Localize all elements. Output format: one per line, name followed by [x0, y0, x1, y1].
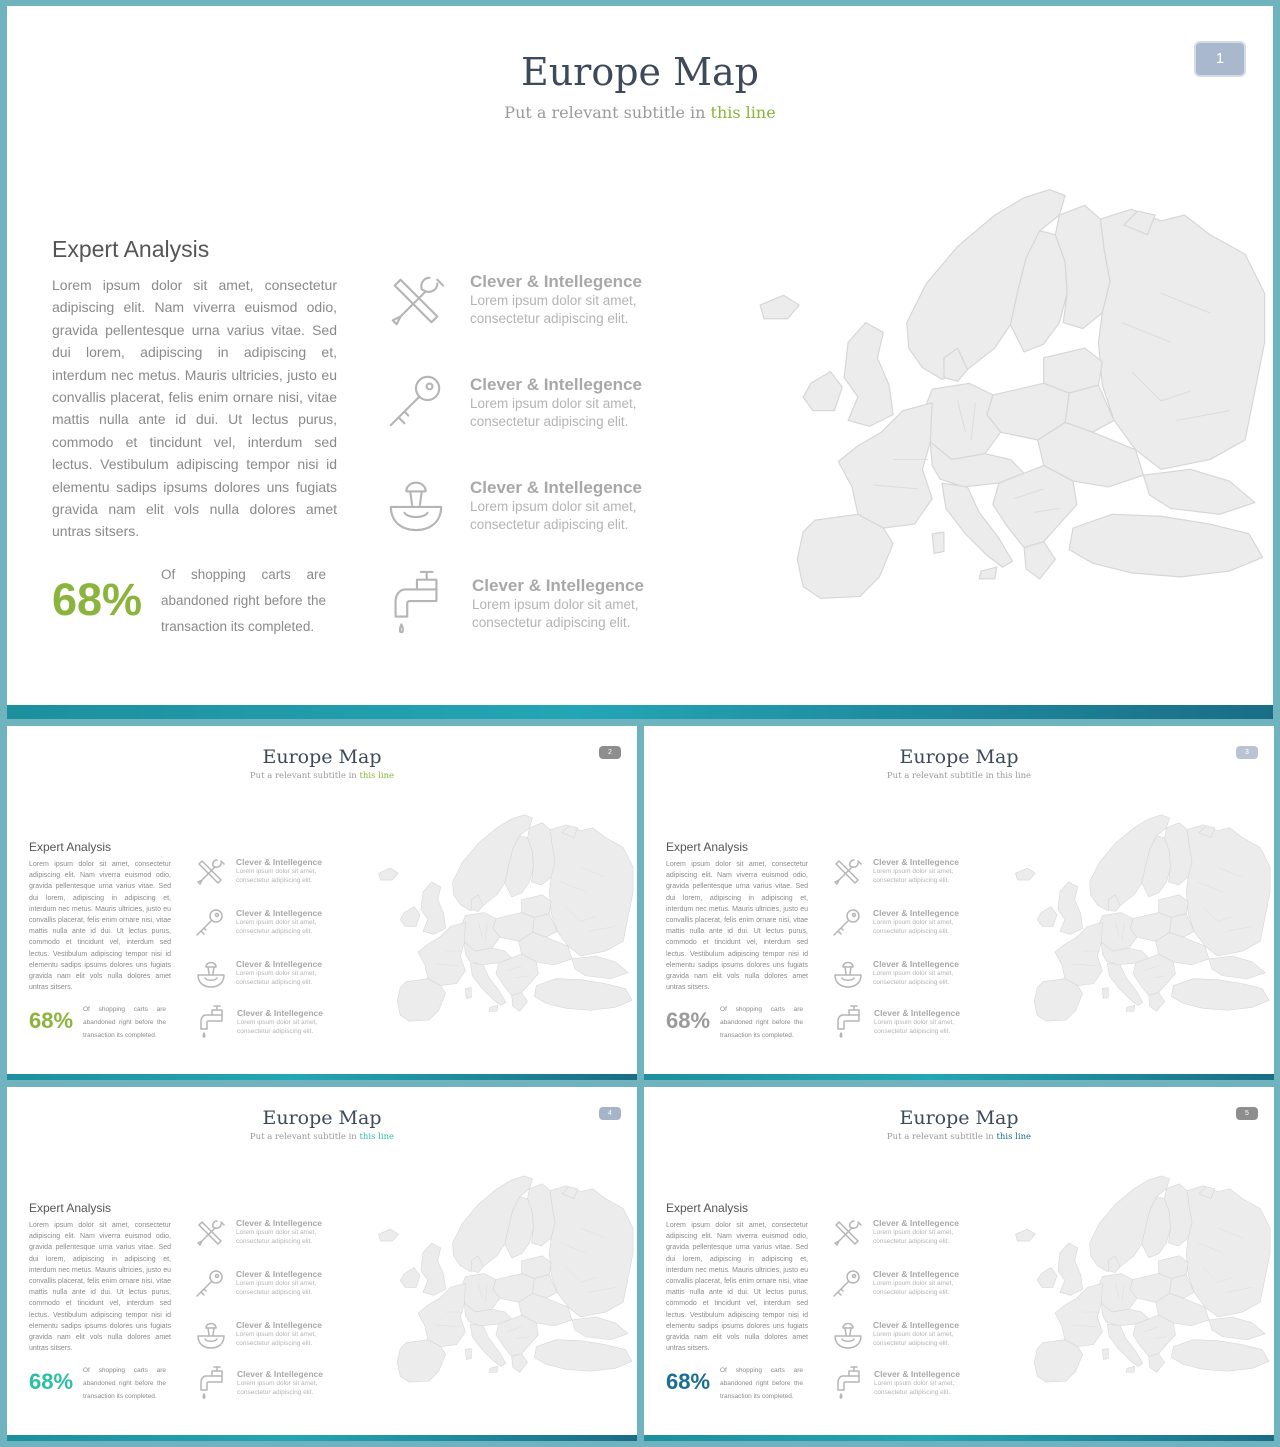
slide-footer-bar	[644, 1435, 1274, 1441]
feature-description: Lorem ipsum dolor sit amet, consectetur adipiscing elit.	[237, 1380, 318, 1396]
feature-description: Lorem ipsum dolor sit amet, consectetur adipiscing elit.	[873, 868, 954, 884]
key-icon	[387, 371, 445, 429]
europe-map	[347, 808, 637, 1030]
analysis-body: Lorem ipsum dolor sit amet, consectetur adipiscing elit. Nam viverra euismod odio, gravida pellentesque urna varius vitae. Sed dui lorem, adipiscing in adipiscing et, interdum nec metus. Mauris ultricies, justo eu convallis placerat, felis enim ornare nisi, vitae mattis nulla ante id dui. Ut lectus purus, commodo et tincidunt vel, interdum sed lectus. Vestibulum adipiscing tempor nisi id elementu sadips ipsums dolores uns fugiats gravida nam elit vols nulla dolores amet untras sitsers.	[52, 277, 337, 540]
feature-description: Lorem ipsum dolor sit amet, consectetur adipiscing elit.	[236, 1229, 317, 1245]
feature-title: Clever & Intellegence	[236, 959, 322, 969]
feature-title: Clever & Intellegence	[873, 1320, 959, 1330]
feature-title: Clever & Intellegence	[237, 1008, 323, 1018]
feature-title: Clever & Intellegence	[470, 272, 642, 291]
slide-1	[7, 6, 1273, 719]
analysis-heading: Expert Analysis	[666, 840, 749, 854]
feature-item-1	[236, 857, 336, 885]
feature-description: Lorem ipsum dolor sit amet, consectetur adipiscing elit.	[873, 919, 954, 935]
stat-description: Of shopping carts are abandoned right before the transaction its completed.	[720, 1367, 803, 1400]
page-subtitle	[644, 771, 1274, 781]
faucet-icon	[836, 1365, 861, 1401]
tools-icon	[195, 857, 225, 887]
page-subtitle	[7, 771, 637, 781]
analysis-heading: Expert Analysis	[52, 236, 210, 262]
subtitle-prefix: Put a relevant subtitle in	[886, 1132, 997, 1142]
analysis-heading: Expert Analysis	[666, 1201, 749, 1215]
key-icon	[195, 1268, 225, 1298]
feature-item-1	[873, 1218, 973, 1246]
feature-description: Lorem ipsum dolor sit amet, consectetur adipiscing elit.	[236, 919, 317, 935]
page-title: Europe Map	[520, 50, 760, 94]
feature-description: Lorem ipsum dolor sit amet, consectetur adipiscing elit.	[237, 1019, 318, 1035]
page-title: Europe Map	[262, 1107, 382, 1129]
europe-map	[984, 1169, 1274, 1391]
tools-icon	[387, 272, 445, 330]
stat-description: Of shopping carts are abandoned right before the transaction its completed.	[83, 1367, 166, 1400]
juicer-icon	[196, 958, 226, 989]
feature-item-2	[236, 908, 336, 936]
slide-number-badge: 2	[599, 746, 621, 759]
juicer-icon	[196, 1319, 226, 1350]
slide-number-badge: 4	[599, 1107, 621, 1120]
feature-description: Lorem ipsum dolor sit amet, consectetur adipiscing elit.	[873, 970, 954, 986]
stat-value: 68%	[52, 574, 143, 625]
subtitle-prefix: Put a relevant subtitle in	[886, 771, 997, 781]
feature-description: Lorem ipsum dolor sit amet, consectetur adipiscing elit.	[874, 1019, 955, 1035]
feature-description: Lorem ipsum dolor sit amet, consectetur adipiscing elit.	[472, 597, 639, 630]
slide-footer-bar	[7, 705, 1273, 719]
stat-value: 68%	[29, 1008, 74, 1033]
analysis-heading: Expert Analysis	[29, 1201, 112, 1215]
juicer-icon	[387, 474, 445, 534]
subtitle-prefix: Put a relevant subtitle in	[504, 103, 711, 122]
feature-description: Lorem ipsum dolor sit amet, consectetur adipiscing elit.	[236, 1331, 317, 1347]
feature-title: Clever & Intellegence	[470, 478, 642, 497]
feature-description: Lorem ipsum dolor sit amet, consectetur adipiscing elit.	[470, 293, 637, 326]
feature-item-1	[873, 857, 973, 885]
feature-title: Clever & Intellegence	[237, 1369, 323, 1379]
stat-value: 68%	[666, 1369, 711, 1394]
subtitle-highlight: this line	[359, 1132, 395, 1142]
faucet-icon	[199, 1365, 224, 1401]
feature-title: Clever & Intellegence	[874, 1369, 960, 1379]
feature-title: Clever & Intellegence	[873, 1269, 959, 1279]
feature-item-1	[236, 1218, 336, 1246]
subtitle-prefix: Put a relevant subtitle in	[249, 1132, 360, 1142]
subtitle-highlight: this line	[996, 771, 1032, 781]
slide-2	[7, 726, 637, 1080]
feature-description: Lorem ipsum dolor sit amet, consectetur adipiscing elit.	[236, 970, 317, 986]
slide-footer-bar	[7, 1074, 637, 1080]
analysis-body: Lorem ipsum dolor sit amet, consectetur adipiscing elit. Nam viverra euismod odio, gravida pellentesque urna varius vitae. Sed dui lorem, adipiscing in adipiscing et, interdum nec metus. Mauris ultricies, justo eu convallis placerat, felis enim ornare nisi, vitae mattis nulla ante id dui. Ut lectus purus, commodo et tincidunt vel, interdum sed lectus. Vestibulum adipiscing tempor nisi id elementu sadips ipsums dolores uns fugiats gravida nam elit vols nulla dolores amet untras sitsers.	[29, 1222, 171, 1353]
faucet-icon	[391, 568, 441, 638]
feature-description: Lorem ipsum dolor sit amet, consectetur adipiscing elit.	[236, 1280, 317, 1296]
feature-description: Lorem ipsum dolor sit amet, consectetur adipiscing elit.	[236, 868, 317, 884]
feature-title: Clever & Intellegence	[874, 1008, 960, 1018]
feature-title: Clever & Intellegence	[236, 1269, 322, 1279]
feature-item-1	[470, 272, 660, 328]
key-icon	[195, 907, 225, 937]
analysis-body: Lorem ipsum dolor sit amet, consectetur adipiscing elit. Nam viverra euismod odio, gravida pellentesque urna varius vitae. Sed dui lorem, adipiscing in adipiscing et, interdum nec metus. Mauris ultricies, justo eu convallis placerat, felis enim ornare nisi, vitae mattis nulla ante id dui. Ut lectus purus, commodo et tincidunt vel, interdum sed lectus. Vestibulum adipiscing tempor nisi id elementu sadips ipsums dolores uns fugiats gravida nam elit vols nulla dolores amet untras sitsers.	[666, 861, 808, 992]
feature-item-2	[470, 375, 660, 431]
feature-title: Clever & Intellegence	[873, 857, 959, 867]
feature-title: Clever & Intellegence	[873, 908, 959, 918]
feature-item-2	[236, 1269, 336, 1297]
tools-icon	[832, 857, 862, 887]
europe-map	[347, 1169, 637, 1391]
feature-title: Clever & Intellegence	[236, 857, 322, 867]
feature-title: Clever & Intellegence	[236, 1320, 322, 1330]
stat-description: Of shopping carts are abandoned right before the transaction its completed.	[83, 1006, 166, 1039]
page-subtitle	[7, 103, 1273, 122]
slide-4	[7, 1087, 637, 1441]
page-subtitle	[644, 1132, 1274, 1142]
faucet-icon	[836, 1004, 861, 1040]
slide-number-badge: 1	[1196, 43, 1244, 75]
feature-title: Clever & Intellegence	[873, 959, 959, 969]
feature-item-3	[236, 1320, 336, 1348]
subtitle-highlight: this line	[996, 1132, 1032, 1142]
slide-3	[644, 726, 1274, 1080]
feature-title: Clever & Intellegence	[236, 908, 322, 918]
page-title: Europe Map	[262, 746, 382, 768]
feature-item-3	[470, 478, 660, 534]
analysis-body: Lorem ipsum dolor sit amet, consectetur adipiscing elit. Nam viverra euismod odio, gravida pellentesque urna varius vitae. Sed dui lorem, adipiscing in adipiscing et, interdum nec metus. Mauris ultricies, justo eu convallis placerat, felis enim ornare nisi, vitae mattis nulla ante id dui. Ut lectus purus, commodo et tincidunt vel, interdum sed lectus. Vestibulum adipiscing tempor nisi id elementu sadips ipsums dolores uns fugiats gravida nam elit vols nulla dolores amet untras sitsers.	[29, 861, 171, 992]
europe-map	[697, 176, 1273, 616]
feature-description: Lorem ipsum dolor sit amet, consectetur adipiscing elit.	[873, 1280, 954, 1296]
feature-title: Clever & Intellegence	[470, 375, 642, 394]
page-subtitle	[7, 1132, 637, 1142]
feature-item-2	[873, 908, 973, 936]
slide-5	[644, 1087, 1274, 1441]
stat-value: 68%	[29, 1369, 74, 1394]
stat-value: 68%	[666, 1008, 711, 1033]
feature-title: Clever & Intellegence	[236, 1218, 322, 1228]
feature-item-4	[874, 1369, 974, 1397]
stat-description: Of shopping carts are abandoned right before the transaction its completed.	[161, 567, 326, 634]
page-title: Europe Map	[899, 746, 1019, 768]
slide-number-badge: 3	[1236, 746, 1258, 759]
slide-footer-bar	[644, 1074, 1274, 1080]
feature-description: Lorem ipsum dolor sit amet, consectetur adipiscing elit.	[873, 1331, 954, 1347]
feature-title: Clever & Intellegence	[873, 1218, 959, 1228]
feature-item-2	[873, 1269, 973, 1297]
subtitle-highlight: this line	[710, 103, 776, 122]
feature-title: Clever & Intellegence	[472, 576, 644, 595]
stat-description: Of shopping carts are abandoned right before the transaction its completed.	[720, 1006, 803, 1039]
feature-item-4	[237, 1369, 337, 1397]
slide-number-badge: 5	[1236, 1107, 1258, 1120]
page-title: Europe Map	[899, 1107, 1019, 1129]
juicer-icon	[833, 958, 863, 989]
feature-item-3	[236, 959, 336, 987]
feature-item-3	[873, 1320, 973, 1348]
analysis-body: Lorem ipsum dolor sit amet, consectetur adipiscing elit. Nam viverra euismod odio, gravida pellentesque urna varius vitae. Sed dui lorem, adipiscing in adipiscing et, interdum nec metus. Mauris ultricies, justo eu convallis placerat, felis enim ornare nisi, vitae mattis nulla ante id dui. Ut lectus purus, commodo et tincidunt vel, interdum sed lectus. Vestibulum adipiscing tempor nisi id elementu sadips ipsums dolores uns fugiats gravida nam elit vols nulla dolores amet untras sitsers.	[666, 1222, 808, 1353]
subtitle-highlight: this line	[359, 771, 395, 781]
feature-item-3	[873, 959, 973, 987]
tools-icon	[832, 1218, 862, 1248]
feature-item-4	[472, 576, 662, 632]
feature-description: Lorem ipsum dolor sit amet, consectetur adipiscing elit.	[470, 499, 637, 532]
analysis-heading: Expert Analysis	[29, 840, 112, 854]
feature-description: Lorem ipsum dolor sit amet, consectetur adipiscing elit.	[470, 396, 637, 429]
feature-item-4	[237, 1008, 337, 1036]
feature-item-4	[874, 1008, 974, 1036]
subtitle-prefix: Put a relevant subtitle in	[249, 771, 360, 781]
feature-description: Lorem ipsum dolor sit amet, consectetur adipiscing elit.	[874, 1380, 955, 1396]
slide-footer-bar	[7, 1435, 637, 1441]
tools-icon	[195, 1218, 225, 1248]
juicer-icon	[833, 1319, 863, 1350]
europe-map	[984, 808, 1274, 1030]
key-icon	[832, 1268, 862, 1298]
feature-description: Lorem ipsum dolor sit amet, consectetur adipiscing elit.	[873, 1229, 954, 1245]
key-icon	[832, 907, 862, 937]
faucet-icon	[199, 1004, 224, 1040]
